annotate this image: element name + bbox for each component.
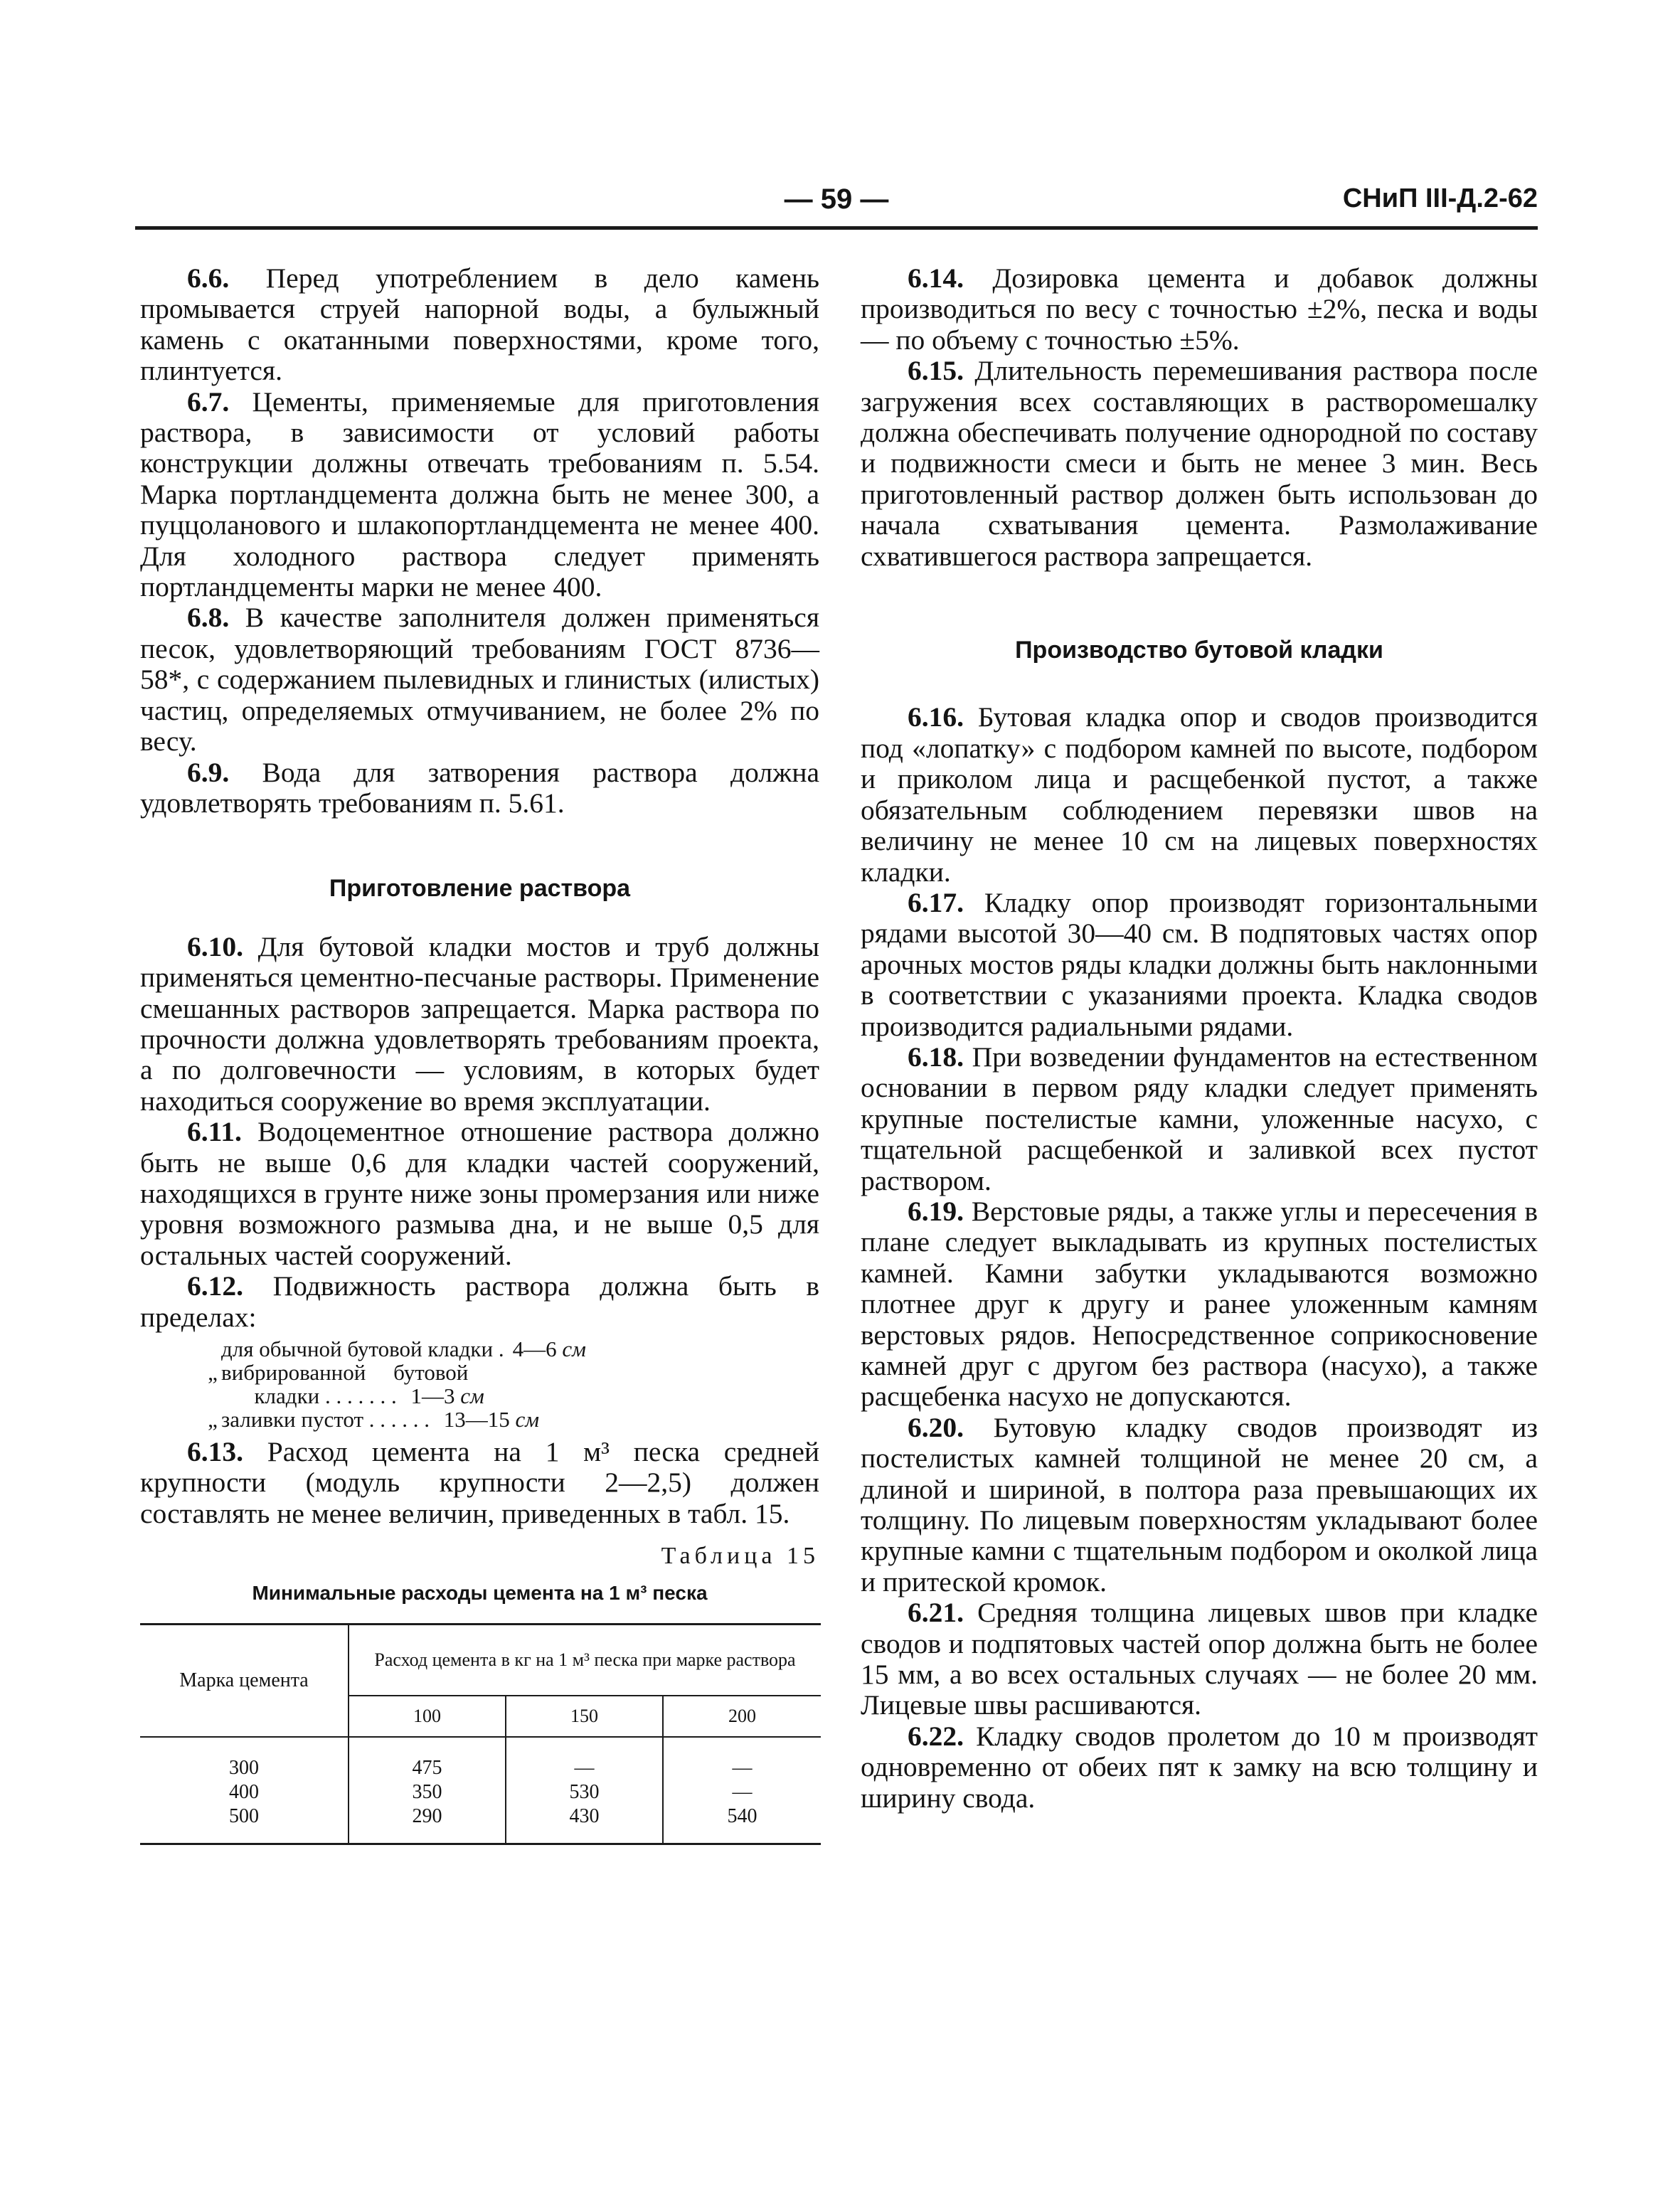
- paragraph-6-15: [861, 356, 1538, 572]
- section-heading-mortar: Приготовление раствора: [329, 875, 631, 903]
- cement-consumption-table: [140, 1623, 821, 1845]
- paragraph-text: Средняя толщина лицевых швов при кладке сводов и подпятовых частей опор должна быть не более 15 мм, а во всех остальных случаях — не более 20 мм. Лицевые швы расшиваются.: [861, 1597, 1538, 1721]
- paragraph-text: Кладку опор производят горизонтальными рядами высотой 30—40 см. В подпятовых частях опор арочных мостов ряды кладки должны быть наклонными в соответствии с указаниями проекта. Кладка сводов производится радиальными рядами.: [861, 886, 1538, 1042]
- paragraph-text: Кладку сводов пролетом до 10 м производят одновременно от обеих пят к замку на всю толщину и ширину свода.: [861, 1720, 1538, 1814]
- table-header-cement-grade: Марка цемента: [140, 1624, 349, 1737]
- limit-label: кладки . . . . . . .: [221, 1383, 403, 1408]
- document-code: СНиП III-Д.2-62: [1342, 184, 1538, 213]
- paragraph-number: 6.10.: [187, 930, 243, 962]
- table-cell: 300: [140, 1737, 349, 1780]
- table-cell: —: [663, 1737, 821, 1780]
- table-cell: 540: [663, 1804, 821, 1844]
- paragraph-6-20: [861, 1413, 1538, 1597]
- limit-value: 13—15: [443, 1407, 510, 1432]
- paragraph-6-16: [861, 702, 1538, 887]
- paragraph-number: 6.11.: [187, 1116, 242, 1148]
- paragraph-number: 6.22.: [908, 1720, 964, 1752]
- paragraph-6-9: [140, 757, 819, 819]
- paragraph-text: В качестве заполнителя должен применяться песок, удовлетворяющий требованиям ГОСТ 8736—58*, с содержанием пылевидных и глинистых (илистых) частиц, определяемых отмучиванием, не более 2% по весу.: [140, 602, 819, 757]
- table-subheader: 150: [506, 1696, 663, 1737]
- paragraph-6-19: [861, 1196, 1538, 1413]
- paragraph-6-7: [140, 387, 819, 603]
- paragraph-number: 6.7.: [187, 386, 230, 418]
- paragraph-text: Расход цемента на 1 м³ песка средней крупности (модуль крупности 2—2,5) должен составлять не менее величин, приведенных в табл. 15.: [140, 1436, 819, 1529]
- table-cell: 475: [349, 1737, 506, 1780]
- paragraph-6-17: [861, 888, 1538, 1042]
- paragraph-number: 6.20.: [908, 1411, 964, 1443]
- limit-row: [204, 1408, 819, 1431]
- limit-row: [204, 1384, 819, 1408]
- table-number: Таблица 15: [661, 1543, 819, 1570]
- mobility-limits-list: [140, 1337, 819, 1431]
- limit-label: вибрированной бутовой: [221, 1360, 469, 1385]
- paragraph-6-10: [140, 932, 819, 1117]
- limit-label: для обычной бутовой кладки .: [221, 1336, 504, 1361]
- paragraph-6-11: [140, 1117, 819, 1271]
- paragraph-text: Для бутовой кладки мостов и труб должны применяться цементно-песчаные растворы. Применение смешанных растворов запрещается. Марка раствора по прочности должна удовлетворять требованиям проекта, а по долговечности — условиям, в которых будет находиться сооружение во время эксплуатации.: [140, 930, 819, 1117]
- section-heading-masonry: Производство бутовой кладки: [1015, 637, 1383, 664]
- limit-unit: см: [460, 1383, 484, 1408]
- paragraph-6-13: [140, 1437, 819, 1529]
- right-column: [861, 263, 1538, 1814]
- table-row: [140, 1737, 821, 1780]
- ditto-mark: [204, 1384, 221, 1408]
- page-number: — 59 —: [784, 184, 889, 215]
- paragraph-number: 6.14.: [908, 262, 964, 294]
- paragraph-text: Цементы, применяемые для приготовления раствора, в зависимости от условий работы конструкции должны отвечать требованиям п. 5.54. Марка портландцемента должна быть не менее 300, а пуццоланового и шлакопортландцемента не менее 400. Для холодного раствора следует применять портландцементы марки не менее 400.: [140, 386, 819, 603]
- header-rule: [135, 226, 1538, 230]
- ditto-mark: „: [208, 1407, 218, 1432]
- paragraph-6-14: [861, 263, 1538, 356]
- limit-unit: см: [515, 1407, 540, 1432]
- paragraph-number: 6.15.: [908, 355, 964, 387]
- limit-row: [204, 1337, 819, 1361]
- paragraph-number: 6.17.: [908, 886, 964, 918]
- table-title: Минимальные расходы цемента на 1 м³ песка: [252, 1581, 708, 1604]
- table-subheader: 100: [349, 1696, 506, 1737]
- paragraph-text: Подвижность раствора должна быть в пределах:: [140, 1270, 819, 1333]
- paragraph-text: Вода для затворения раствора должна удовлетворять требованиям п. 5.61.: [140, 756, 819, 819]
- paragraph-text: Длительность перемешивания раствора после загружения всех составляющих в растворомешалку должна обеспечивать получение однородной по составу и подвижности смеси и быть не менее 3 мин. Весь приготовленный раствор должен быть использован до начала схватывания цемента. Размолаживание схватившегося раствора запрещается.: [861, 355, 1538, 572]
- paragraph-6-22: [861, 1721, 1538, 1814]
- paragraph-number: 6.18.: [908, 1041, 964, 1073]
- limit-row: [204, 1361, 819, 1384]
- paragraph-text: Водоцементное отношение раствора должно быть не выше 0,6 для кладки частей сооружений, находящихся в грунте ниже зоны промерзания или ниже уровня возможного размыва дна, и не выше 0,5 для остальных частей сооружений.: [140, 1116, 819, 1271]
- paragraph-number: 6.19.: [908, 1195, 964, 1227]
- left-column: [140, 263, 819, 1845]
- table-cell: 290: [349, 1804, 506, 1844]
- table-cell: —: [506, 1737, 663, 1780]
- table-cell: 400: [140, 1780, 349, 1804]
- ditto-mark: „: [208, 1360, 218, 1385]
- limit-value: 1—3: [410, 1383, 455, 1408]
- paragraph-6-6: [140, 263, 819, 387]
- paragraph-text: Бутовую кладку сводов производят из постелистых камней толщиной не менее 20 см, а длиной и шириной, в полтора раза превышающих их толщину. По лицевым поверхностям укладывают более крупные камни с тщательным подбором и околкой лица и притеской кромок.: [861, 1411, 1538, 1597]
- table-cell: 430: [506, 1804, 663, 1844]
- table-header-consumption: Расход цемента в кг на 1 м³ песка при марке раствора: [349, 1624, 821, 1696]
- table-cell: 530: [506, 1780, 663, 1804]
- paragraph-number: 6.16.: [908, 701, 964, 733]
- limit-label: заливки пустот . . . . . .: [221, 1407, 435, 1432]
- paragraph-number: 6.8.: [187, 602, 230, 634]
- paragraph-text: Перед употреблением в дело камень промывается струей напорной воды, а булыжный камень с окатанными поверхностями, кроме того, плинтуется.: [140, 262, 819, 387]
- paragraph-number: 6.21.: [908, 1597, 964, 1629]
- paragraph-text: Верстовые ряды, а также углы и пересечения в плане следует выкладывать из крупных постелистых камней. Камни забутки укладываются возможно плотнее друг к другу и ранее уложенным камням верстовых рядов. Непосредственное соприкосновение камней друг с другом без раствора (насухо), а также расщебенка насухо не допускаются.: [861, 1195, 1538, 1413]
- ditto-mark: [204, 1337, 221, 1361]
- paragraph-number: 6.12.: [187, 1270, 243, 1302]
- paragraph-6-18: [861, 1042, 1538, 1196]
- limit-value: 4—6: [512, 1336, 557, 1361]
- paragraph-6-8: [140, 602, 819, 757]
- table-subheader: 200: [663, 1696, 821, 1737]
- table-row: [140, 1780, 821, 1804]
- paragraph-6-12: [140, 1271, 819, 1333]
- paragraph-text: Дозировка цемента и добавок должны производиться по весу с точностью ±2%, песка и воды — по объему с точностью ±5%.: [861, 262, 1538, 356]
- paragraph-number: 6.9.: [187, 756, 230, 788]
- table-cell: —: [663, 1780, 821, 1804]
- paragraph-text: Бутовая кладка опор и сводов производится под «лопатку» с подбором камней по высоте, подбором и приколом лица и расщебенкой пустот, а также обязательным соблюдением перевязки швов на величину не менее 10 см на лицевых поверхностях кладки.: [861, 701, 1538, 888]
- paragraph-text: При возведении фундаментов на естественном основании в первом ряду кладки следует применять крупные постелистые камни, уложенные насухо, с тщательной расщебенкой и заливкой всех пустот раствором.: [861, 1041, 1538, 1196]
- table-cell: 350: [349, 1780, 506, 1804]
- paragraph-number: 6.13.: [187, 1436, 243, 1467]
- paragraph-6-21: [861, 1597, 1538, 1721]
- table-cell: 500: [140, 1804, 349, 1844]
- paragraph-number: 6.6.: [187, 262, 230, 294]
- table-row: [140, 1804, 821, 1844]
- limit-unit: см: [562, 1336, 586, 1361]
